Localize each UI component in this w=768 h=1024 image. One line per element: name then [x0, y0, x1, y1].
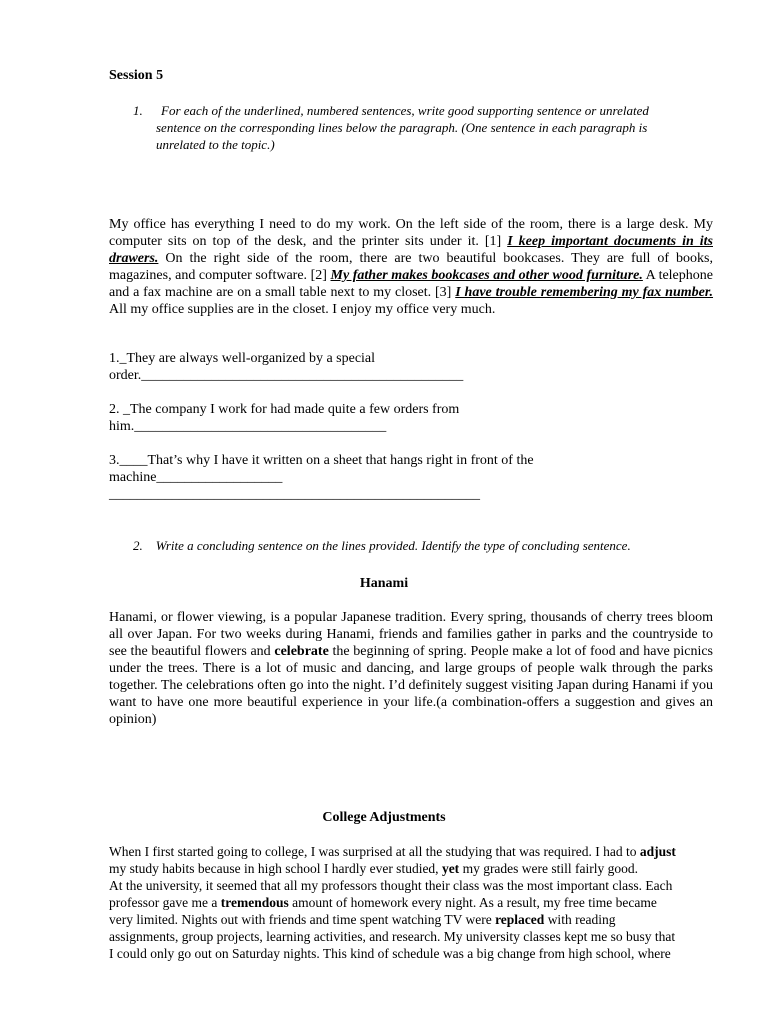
answer-1 [109, 350, 463, 384]
college-line-2 [109, 860, 719, 877]
college-line-5-text-a: very limited. Nights out with friends and time spent watching TV were [109, 912, 496, 927]
office-paragraph [109, 216, 713, 318]
underlined-sentence-2: My father makes bookcases and other wood furniture. [330, 268, 643, 283]
answer-3-line3: _____________________________________________________ [109, 487, 480, 502]
answer-1-line1: 1._They are always well-organized by a special [109, 351, 376, 366]
college-bold-adjust: adjust [639, 844, 676, 859]
hanami-text-part1: Hanami, or flower viewing, is a popular Japanese tradition. Every spring, thousands of cherry trees bloom all over Japan. For two weeks during Hanami, friends and families gather in parks and the countryside to see the beautiful flowers and [109, 610, 713, 659]
office-text-part3: A telephone and a fax machine are on a small table next to my closet. [3] [109, 268, 713, 300]
college-line-5-text-c: with reading [544, 912, 616, 927]
answer-2-line2: him.____________________________________ [109, 419, 387, 434]
college-line-4 [109, 894, 719, 911]
exercise1-instruction-line3: unrelated to the topic.) [156, 137, 275, 152]
college-line-6: assignments, group projects, learning activities, and research. My university classes kept me so busy that [109, 929, 676, 944]
college-line-1 [109, 843, 719, 860]
answer-2-line1: 2. _The company I work for had made quite a few orders from [109, 402, 460, 417]
exercise1-instruction-line1: For each of the underlined, numbered sentences, write good supporting sentence or unrelated [161, 103, 649, 118]
college-line-3: At the university, it seemed that all my professors thought their class was the most important class. Each [109, 878, 673, 893]
hanami-text-part2: the beginning of spring. People make a lot of food and have picnics under the trees. There is a lot of music and dancing, and large groups of people walk through the parks together. The celebrations often go into the night. I’d definitely suggest visiting Japan during Hanami if you want to have one more beautiful experience in your life.(a combination-offers a suggestion and gives an opinion) [109, 644, 713, 727]
college-line-2-text-c: my grades were still fairly good. [459, 861, 639, 876]
college-paragraph [109, 843, 719, 962]
exercise1-instruction [133, 102, 723, 153]
answer-2 [109, 401, 459, 435]
college-line-4-text-c: amount of homework every night. As a result, my free time became [288, 895, 657, 910]
college-bold-replaced: replaced [495, 912, 545, 927]
office-text-part4: All my office supplies are in the closet. I enjoy my office very much. [109, 302, 496, 317]
exercise1-number: 1. [133, 103, 143, 118]
college-line-5 [109, 911, 719, 928]
exercise2-instruction: 2. Write a concluding sentence on the lines provided. Identify the type of concluding sentence. [133, 538, 631, 553]
hanami-bold-word: celebrate [274, 644, 329, 659]
office-text-part2: On the right side of the room, there are two beautiful bookcases. They are full of books, magazines, and computer software. [2] [109, 251, 713, 283]
college-line-7: I could only go out on Saturday nights. This kind of schedule was a big change from high school, where [109, 946, 671, 961]
college-line-1-text: When I first started going to college, I was surprised at all the studying that was required. I had to [109, 844, 640, 859]
college-line-4-text-a: professor gave me a [109, 895, 221, 910]
college-bold-tremendous: tremendous [220, 895, 289, 910]
college-bold-yet: yet [441, 861, 460, 876]
college-line-2-text-a: my study habits because in high school I hardly ever studied, [109, 861, 442, 876]
session-heading: Session 5 [109, 68, 164, 83]
answer-3-line1: 3.____That’s why I have it written on a sheet that hangs right in front of the [109, 453, 534, 468]
exercise1-instruction-line2: sentence on the corresponding lines below the paragraph. (One sentence in each paragraph is [156, 120, 648, 135]
hanami-paragraph [109, 609, 713, 728]
underlined-sentence-3: I have trouble remembering my fax number. [455, 285, 714, 300]
answer-1-line2: order.______________________________________________ [109, 368, 464, 383]
college-title: College Adjustments [322, 810, 446, 825]
answer-3-line2: machine__________________ [109, 470, 283, 485]
hanami-title: Hanami [359, 576, 409, 591]
office-text-part1: My office has everything I need to do my work. On the left side of the room, there is a large desk. My computer sits on top of the desk, and the printer sits under it. [1] [109, 217, 713, 249]
answer-3 [109, 452, 534, 503]
underlined-sentence-1: I keep important documents in its drawers. [109, 234, 713, 266]
